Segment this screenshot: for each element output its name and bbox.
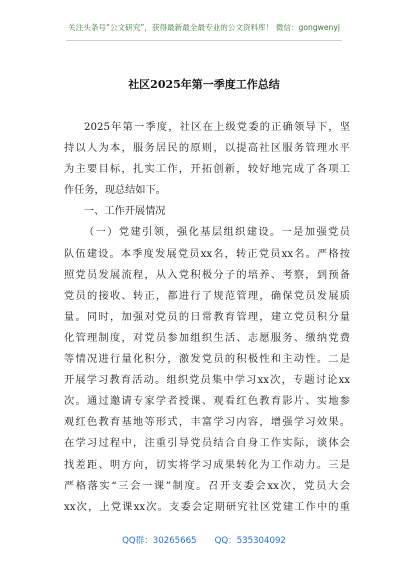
paragraph-line: 2025年第一季度，社区在上级党委的正确领导下，坚 — [84, 122, 350, 133]
document-title: 社区2025年第一季度工作总结 — [128, 78, 280, 91]
footer-qq: QQ：535304092 — [214, 536, 286, 546]
footer-contact — [0, 534, 408, 546]
header-banner: 关注头条号“公文研究”，获得最新最全最专业的公文资料库！ 微信：gongwenyj — [68, 23, 340, 32]
paragraph-line: 找差距、明方向，切实将学习成果转化为工作动力。三是 — [64, 459, 350, 471]
paragraph-line: 开展学习教育活动。组织党员集中学习xx次，专题讨论xx — [64, 375, 350, 387]
paragraph-line: 严格落实“三会一课”制度。召开支委会xx次，党员大会 — [64, 480, 350, 492]
paragraph-line: 化管理制度，对党员参加组织生活、志愿服务、缴纳党费 — [64, 332, 350, 344]
paragraph-line: 等情况进行量化积分，激发党员的积极性和主动性。二是 — [64, 354, 350, 366]
paragraph-line: 在学习过程中，注重引导党员结合自身工作实际，谈体会 — [64, 438, 350, 450]
paragraph-line: 观红色教育基地等形式，丰富学习内容，增强学习效果。 — [64, 417, 350, 429]
paragraph-line: 为主要目标，扎实工作，开拓创新，较好地完成了各项工 — [64, 164, 350, 176]
document-body — [64, 117, 350, 518]
paragraph-line: 照党员发展流程，从入党积极分子的培养、考察，到预备 — [64, 269, 350, 281]
section-heading: 一、工作开展情况 — [84, 206, 166, 218]
header-divider — [66, 40, 342, 41]
paragraph-line: 量。同时，加强对党员的日常教育管理，建立党员积分量 — [64, 311, 350, 323]
paragraph-line: 队伍建设。本季度发展党员xx名，转正党员xx名。严格按 — [64, 248, 350, 260]
paragraph-line: 持以人为本，服务居民的原则，以提高社区服务管理水平 — [64, 143, 350, 155]
paragraph-line: （一）党建引领，强化基层组织建设。一是加强党员 — [84, 227, 350, 239]
paragraph-line: 作任务，现总结如下。 — [64, 185, 166, 197]
footer-qq-group: QQ群：30265665 — [122, 536, 197, 546]
paragraph-line: 党员的接收、转正，都进行了规范管理，确保党员发展质 — [64, 290, 350, 302]
paragraph-line: xx次，上党课xx次。支委会定期研究社区党建工作中的重 — [64, 501, 350, 513]
paragraph-line: 次。通过邀请专家学者授课、观看红色教育影片、实地参 — [64, 396, 350, 408]
